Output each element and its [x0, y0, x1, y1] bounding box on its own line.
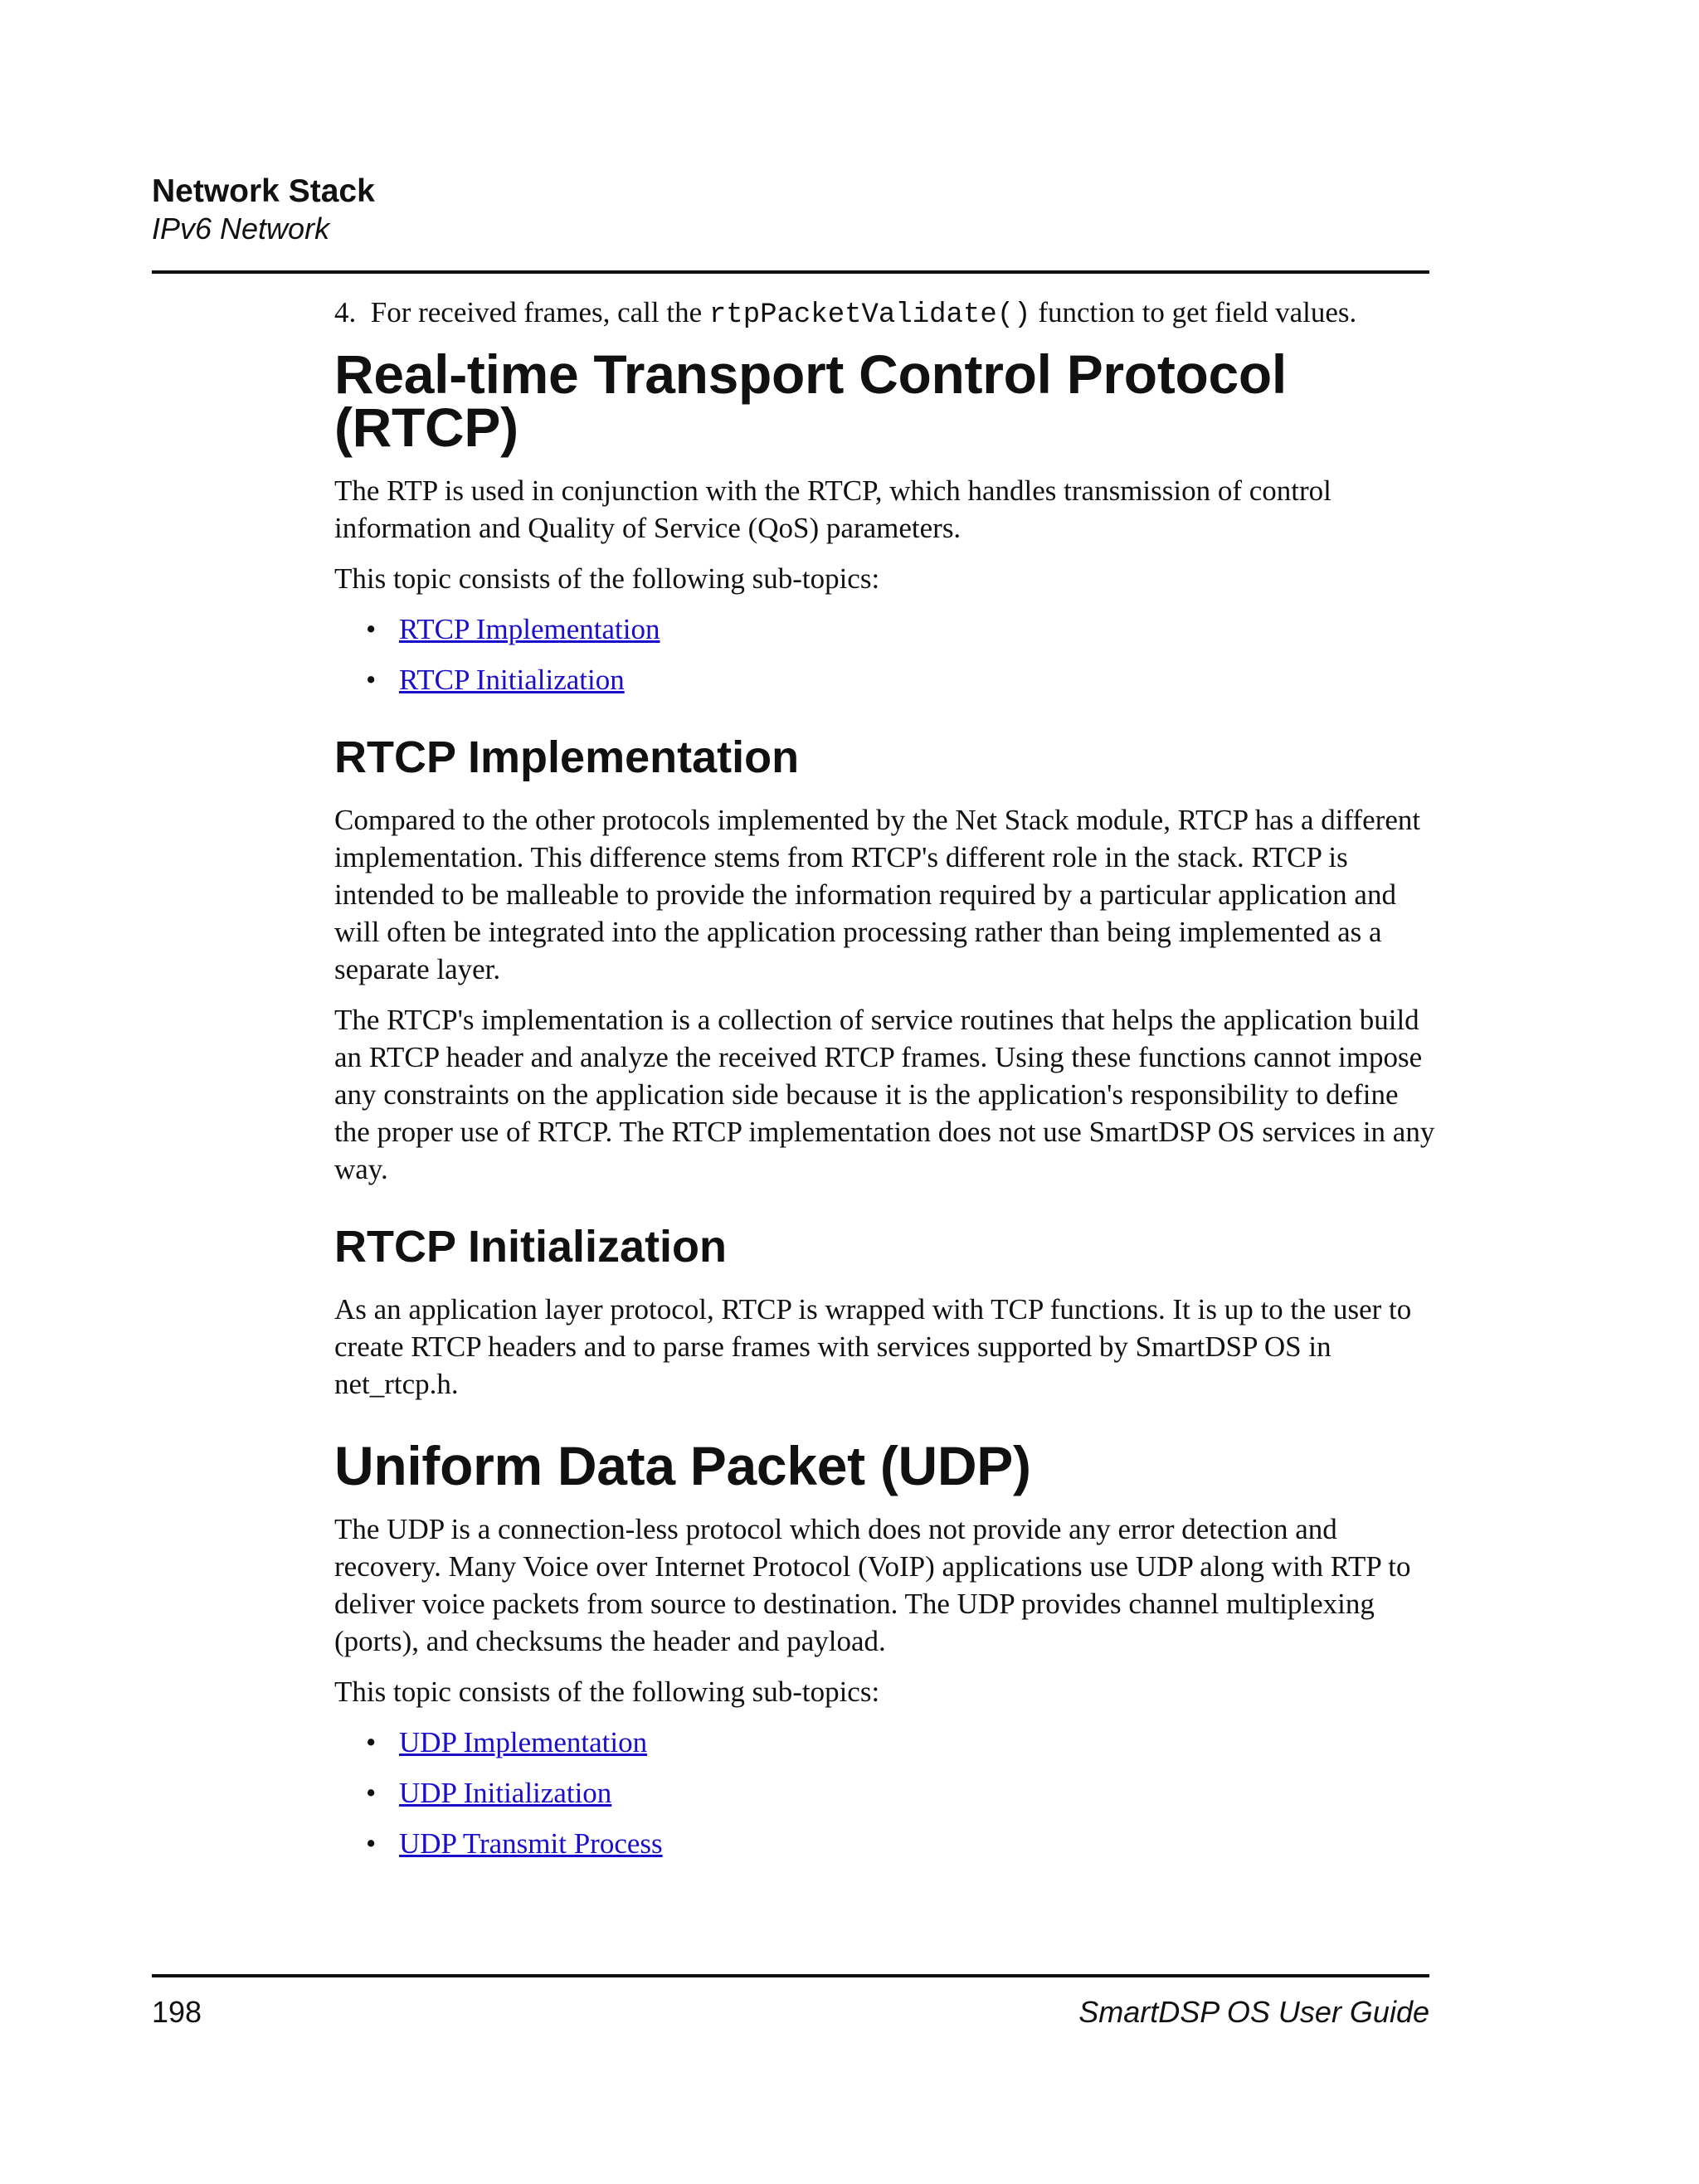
rtcp-intro-paragraph: The RTP is used in conjunction with the RTCP, which handles transmission of control information and Quality of Service (QoS) parameters. [334, 474, 1331, 544]
bullet-icon: • [366, 1726, 377, 1758]
rtcp-heading-line1: Real-time Transport Control Protocol [334, 343, 1287, 405]
page-number: 198 [152, 1995, 202, 2029]
list-item [334, 1724, 1438, 1761]
header-rule [152, 270, 1429, 274]
bullet-icon: • [366, 1777, 377, 1809]
link-rtcp-implementation[interactable]: RTCP Implementation [399, 613, 660, 645]
bullet-icon: • [366, 664, 377, 696]
main-content [334, 294, 1438, 1875]
rtcp-initialization-paragraph: As an application layer protocol, RTCP is wrapped with TCP functions. It is up to the user to create RTCP headers and to parse frames with services supported by SmartDSP OS in net_rtcp.h. [334, 1293, 1412, 1400]
list-item [334, 1825, 1438, 1862]
rtcp-subtopics-intro: This topic consists of the following sub-topics: [334, 562, 880, 595]
rtcp-initialization-heading: RTCP Initialization [334, 1222, 728, 1272]
footer-rule [152, 1974, 1429, 1977]
list-item [334, 661, 1438, 698]
rtcp-implementation-paragraph-2: The RTCP's implementation is a collection of service routines that helps the application build an RTCP header and analyze the received RTCP frames. Using these functions cannot impose any constraints on the application side because it is the application's responsibility to define the proper use of RTCP. The RTCP implementation does not use SmartDSP OS services in any way. [334, 1004, 1435, 1185]
step-text-before: For received frames, call the [370, 296, 703, 328]
udp-heading: Uniform Data Packet (UDP) [334, 1435, 1031, 1496]
udp-intro-paragraph: The UDP is a connection-less protocol which does not provide any error detection and recovery. Many Voice over Internet Protocol (VoIP) applications use UDP along with RTP to deliver voice packets from source to destination. The UDP provides channel multiplexing (ports), and checksums the header and payload. [334, 1513, 1411, 1657]
bullet-icon: • [366, 613, 377, 645]
udp-subtopics-intro: This topic consists of the following sub-topics: [334, 1676, 880, 1708]
rtcp-heading [334, 343, 1438, 458]
header-section-title: Network Stack [152, 173, 375, 209]
list-item [334, 1774, 1438, 1812]
running-header [152, 173, 1429, 247]
rtcp-subtopic-list [334, 610, 1438, 698]
udp-subtopic-list [334, 1724, 1438, 1862]
link-udp-transmit-process[interactable]: UDP Transmit Process [399, 1827, 663, 1860]
step-text-after: function to get field values. [1038, 296, 1357, 328]
code-function-name: rtpPacketValidate() [708, 299, 1031, 331]
link-udp-initialization[interactable]: UDP Initialization [399, 1777, 612, 1809]
step-number: 4. [334, 296, 357, 328]
link-rtcp-initialization[interactable]: RTCP Initialization [399, 664, 625, 696]
rtcp-implementation-heading: RTCP Implementation [334, 732, 800, 782]
link-udp-implementation[interactable]: UDP Implementation [399, 1726, 648, 1758]
header-subsection-title: IPv6 Network [152, 212, 330, 246]
rtcp-heading-line2: (RTCP) [334, 396, 518, 458]
rtcp-implementation-paragraph-1: Compared to the other protocols implemented by the Net Stack module, RTCP has a different implementation. This difference stems from RTCP's different role in the stack. RTCP is intended to be malleable to provide the information required by a particular application and will often be integrated into the application processing rather than being implemented as a separate layer. [334, 804, 1421, 985]
bullet-icon: • [366, 1827, 377, 1860]
numbered-step [334, 294, 1438, 334]
guide-title: SmartDSP OS User Guide [1078, 1995, 1429, 2029]
list-item [334, 610, 1438, 648]
